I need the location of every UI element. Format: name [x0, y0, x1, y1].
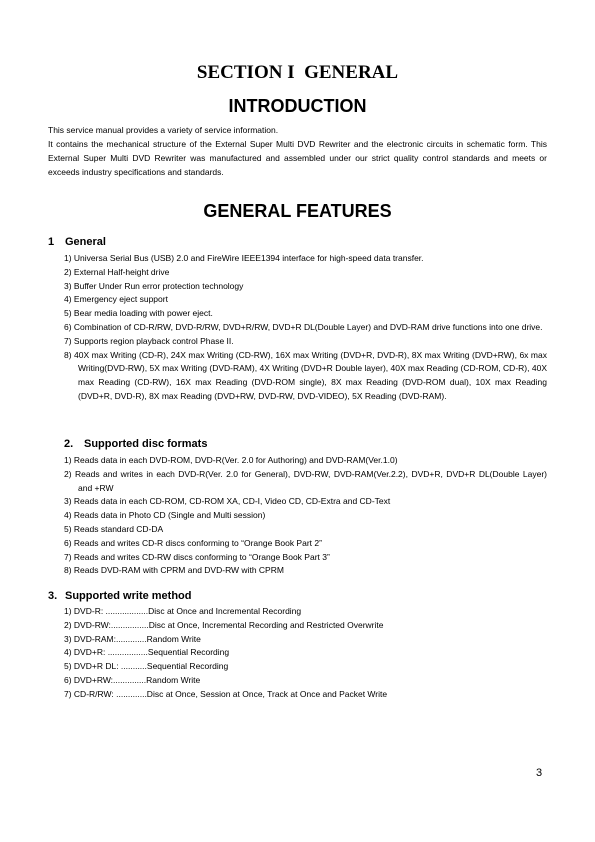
- page-number: 3: [536, 767, 543, 779]
- list-item: 1) DVD-R: ..................Disc at Once and Incremental Recording: [64, 606, 302, 616]
- subsection-2-title: Supported disc formats: [84, 438, 208, 450]
- list-item: 2) Reads and writes in each DVD-R(Ver. 2.0 for General), DVD-RW, DVD-RAM(Ver.2.2), DVD+R, DVD+R DL(Double Layer) and +RW: [64, 468, 547, 493]
- list-item: 5) DVD+R DL: ...........Sequential Recording: [64, 661, 229, 672]
- subsection-3-title: Supported write method: [65, 590, 192, 602]
- write-method-list: [64, 605, 547, 702]
- list-item: 2) DVD-RW:................Disc at Once, Incremental Recording and Restricted Overwrite: [64, 619, 384, 630]
- list-item: 1) Reads data in each DVD-ROM, DVD-R(Ver. 2.0 for Authoring) and DVD-RAM(Ver.1.0): [64, 455, 398, 465]
- subsection-3-number: 3.: [48, 590, 58, 602]
- list-item: 8) 40X max Writing (CD-R), 24X max Writing (CD-RW), 16X max Writing (DVD+R, DVD-R), 8X max Writing (DVD+RW), 6x max Writing(DVD-RW), 5X max Writing (DVD-RAM), 4X Writing (DVD+R Double layer), 40X max Reading (CD-ROM, CD-R), 40X max Reading (CD-RW), 16X max Reading (DVD-ROM single), 8X max Reading (DVD-ROM dual), 10X max Reading (DVD+R, DVD-R), 8X max Reading (DVD+RW, DVD-RW, DVD-VIDEO), 5X Reading (DVD-RAM).: [64, 349, 547, 401]
- list-item: 3) Buffer Under Run error protection technology: [64, 280, 244, 291]
- list-item: 1) Universa Serial Bus (USB) 2.0 and FireWire IEEE1394 interface for high-speed data transfer.: [64, 253, 424, 263]
- subsection-1-title: General: [65, 236, 106, 248]
- list-item: 6) Reads and writes CD-R discs conforming to “Orange Book Part 2”: [64, 537, 322, 548]
- subsection-1-number: 1: [48, 236, 55, 248]
- intro-paragraph: This service manual provides a variety of service information.: [48, 125, 279, 135]
- list-item: 7) Supports region playback control Phase II.: [64, 335, 234, 346]
- list-item: 8) Reads DVD-RAM with CPRM and DVD-RW with CPRM: [64, 565, 284, 576]
- list-item: 3) Reads data in each CD-ROM, CD-ROM XA, CD-I, Video CD, CD-Extra and CD-Text: [64, 496, 391, 507]
- list-item: 4) Reads data in Photo CD (Single and Multi session): [64, 510, 266, 521]
- list-item: 7) Reads and writes CD-RW discs conforming to “Orange Book Part 3”: [64, 551, 330, 562]
- list-item: 2) External Half-height drive: [64, 266, 170, 277]
- list-item: 5) Bear media loading with power eject.: [64, 308, 213, 319]
- general-features-heading: GENERAL FEATURES: [203, 201, 392, 221]
- list-item: 6) DVD+RW:..............Random Write: [64, 674, 201, 685]
- subsection-2-number: 2.: [64, 438, 74, 450]
- list-item: 6) Combination of CD-R/RW, DVD-R/RW, DVD+R/RW, DVD+R DL(Double Layer) and DVD-RAM drive functions into one drive.: [64, 321, 543, 332]
- list-item: 7) CD-R/RW: .............Disc at Once, Session at Once, Track at Once and Packet Write: [64, 688, 388, 699]
- intro-paragraph: It contains the mechanical structure of the External Super Multi DVD Rewriter and the electronic circuits in schematic form. This External Super Multi DVD Rewriter was manufactured and assembled under our strict quality control standards and meets or exceeds industry specifications and standards.: [48, 139, 547, 177]
- list-item: 5) Reads standard CD-DA: [64, 523, 164, 534]
- list-item: 4) DVD+R: .................Sequential Recording: [64, 647, 230, 658]
- introduction-body: [48, 123, 547, 179]
- disc-formats-list: [64, 454, 547, 578]
- general-list: [64, 252, 547, 404]
- section-title: SECTION I GENERAL: [196, 62, 399, 83]
- introduction-heading: INTRODUCTION: [228, 96, 367, 116]
- list-item: 3) DVD-RAM:.............Random Write: [64, 633, 201, 644]
- list-item: 4) Emergency eject support: [64, 294, 168, 305]
